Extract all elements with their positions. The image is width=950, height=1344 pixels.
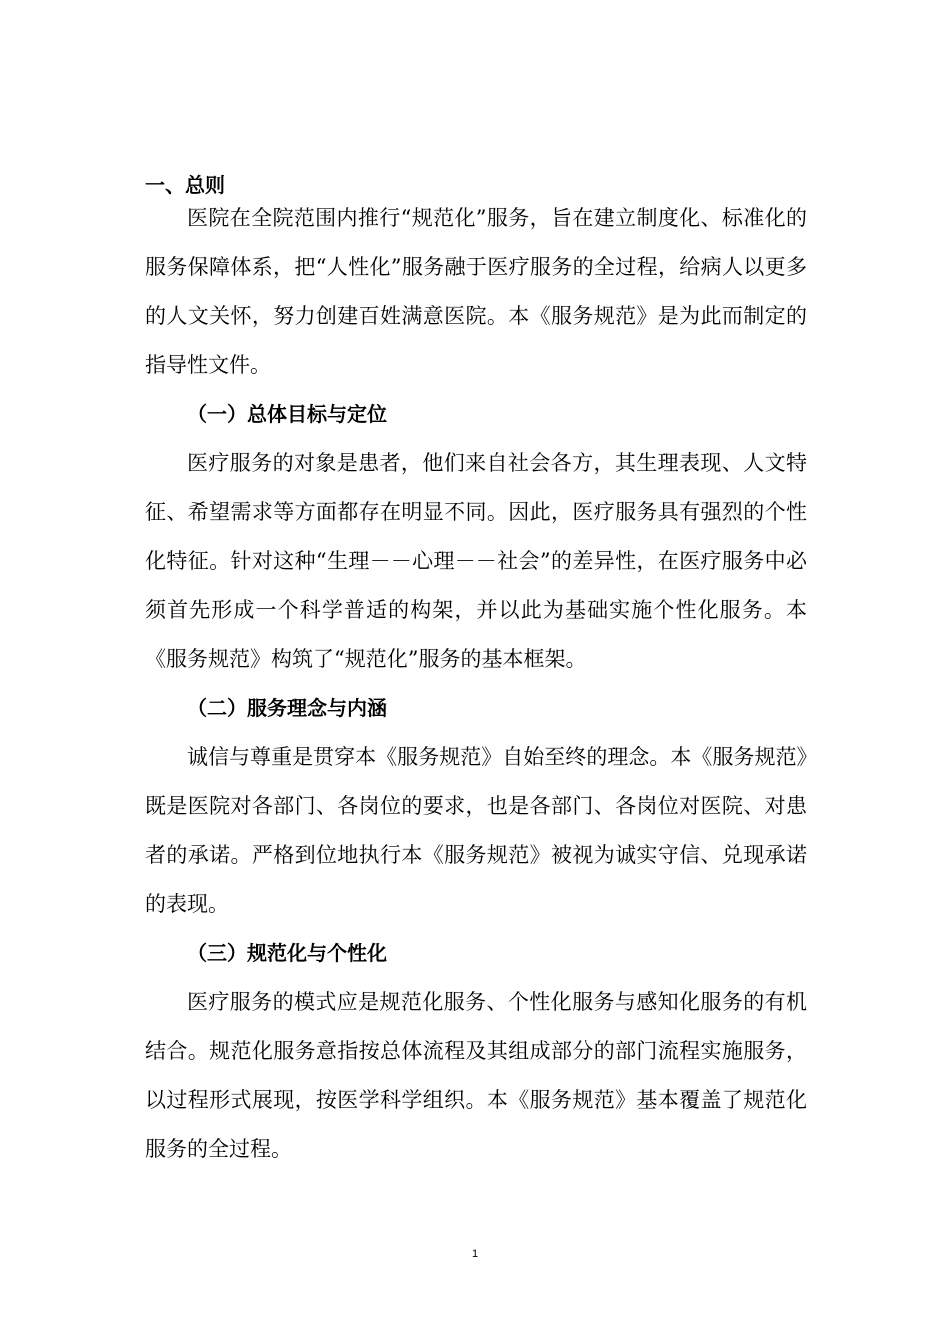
document-body — [145, 170, 807, 1174]
section-paragraph-2: 诚信与尊重是贯穿本《服务规范》自始至终的理念。本《服务规范》既是医院对各部门、各岗位的要求，也是各部门、各岗位对医院、对患者的承诺。严格到位地执行本《服务规范》被视为诚实守信、兑现承诺的表现。 — [145, 745, 807, 916]
page-number: 1 — [471, 1248, 479, 1260]
chapter-heading: 一、总则 — [145, 173, 225, 197]
intro-paragraph: 医院在全院范围内推行“规范化”服务，旨在建立制度化、标准化的服务保障体系，把“人性化”服务融于医疗服务的全过程，给病人以更多的人文关怀，努力创建百姓满意医院。本《服务规范》是为此而制定的指导性文件。 — [145, 206, 807, 377]
section-heading-1: （一）总体目标与定位 — [187, 402, 387, 426]
section-heading-2: （二）服务理念与内涵 — [187, 696, 387, 720]
section-paragraph-1: 医疗服务的对象是患者，他们来自社会各方，其生理表现、人文特征、希望需求等方面都存在明显不同。因此，医疗服务具有强烈的个性化特征。针对这种“生理－－心理－－社会”的差异性，在医疗服务中必须首先形成一个科学普适的构架，并以此为基础实施个性化服务。本《服务规范》构筑了“规范化”服务的基本框架。 — [145, 451, 807, 671]
section-paragraph-3: 医疗服务的模式应是规范化服务、个性化服务与感知化服务的有机结合。规范化服务意指按总体流程及其组成部分的部门流程实施服务，以过程形式展现，按医学科学组织。本《服务规范》基本覆盖了规范化服务的全过程。 — [145, 990, 807, 1161]
section-heading-3: （三）规范化与个性化 — [187, 941, 387, 965]
